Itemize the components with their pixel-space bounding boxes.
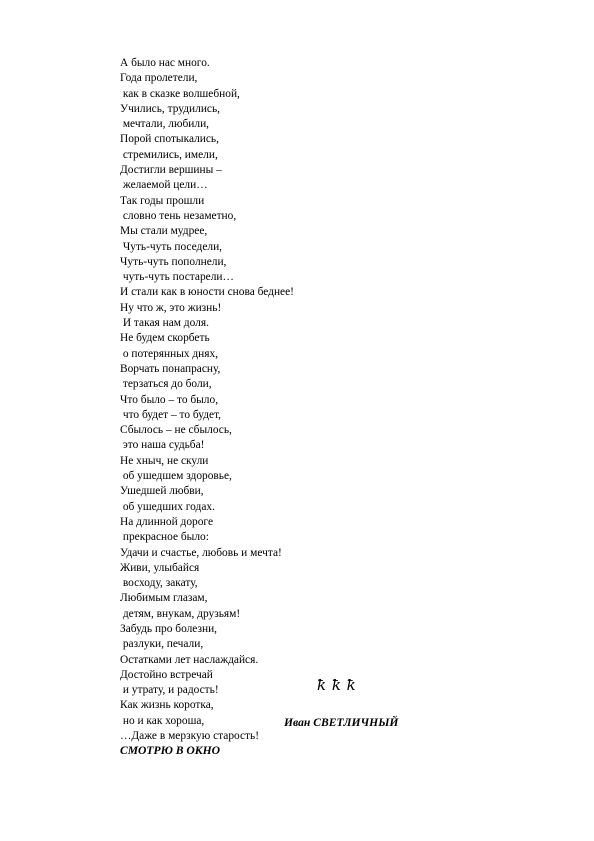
section-ornament: ꝁ ꝁ ꝁ [317,678,357,694]
poem-line: восходу, закату, [120,577,198,590]
poem-line: детям, внукам, друзьям! [120,607,241,620]
poem-line: Года пролетели, [120,72,198,85]
poem-line: Ушедшей любви, [120,485,204,498]
poem-line: это наша судьба! [120,439,205,452]
poem-line: об ушедшем здоровье, [120,470,232,483]
poem-line: На длинной дороге [120,515,213,528]
poem-line: о потерянных днях, [120,347,219,360]
poem-line: Как жизнь коротка, [120,699,214,712]
poem-line: об ушедших годах. [120,500,215,513]
poem-line: как в сказке волшебной, [120,87,240,100]
poem-line: Достойно встречай [120,668,213,681]
poem-line: Живи, улыбайся [120,561,200,574]
poem-line: Любимым глазам, [120,592,208,605]
poem-line: Достигли вершины – [120,164,222,177]
poem-line: Порой спотыкались, [120,133,219,146]
poem-line: Сбылось – не сбылось, [120,424,232,437]
poem-line: Так годы прошли [120,194,205,207]
poem-line: мечтали, любили, [120,118,210,131]
poem-line: Остатками лет наслаждайся. [120,653,259,666]
poem-line: Забудь про болезни, [120,622,218,635]
author-name: Иван СВЕТЛИЧНЫЙ [284,716,399,729]
poem-line: Ворчать понапрасну, [120,362,221,375]
poem-line: …Даже в мерзкую старость! [120,730,260,743]
poem-line: чуть-чуть постарели… [120,271,234,284]
poem-line: Мы стали мудрее, [120,225,208,238]
poem-line: Что было – то было, [120,393,219,406]
next-poem-title: СМОТРЮ В ОКНО [120,744,220,757]
poem-line: Учились, трудились, [120,102,221,115]
poem-line: разлуки, печали, [120,638,204,651]
poem-line: прекрасное было: [120,531,209,544]
poem-line: что будет – то будет, [120,408,222,421]
poem-line: Не хныч, не скули [120,454,209,467]
poem-line: Не будем скорбеть [120,332,210,345]
poem-line: терзаться до боли, [120,378,212,391]
poem-line: Чуть-чуть поседели, [120,240,223,253]
poem-line: желаемой цели… [120,179,208,192]
poem-line: словно тень незаметно, [120,209,237,222]
poem-line: И стали как в юности снова беднее! [120,286,294,299]
poem-line: А было нас много. [120,57,210,69]
poem-line: И такая нам доля. [120,317,209,330]
poem-line: Чуть-чуть пополнели, [120,255,227,268]
poem-line: и утрату, и радость! [120,684,219,697]
poem-line: Ну что ж, это жизнь! [120,301,222,314]
poem-line: но и как хороша, [120,714,205,727]
poem-line: Удачи и счастье, любовь и мечта! [120,546,282,559]
poem-line: стремились, имели, [120,148,218,161]
poem-text [120,56,520,744]
